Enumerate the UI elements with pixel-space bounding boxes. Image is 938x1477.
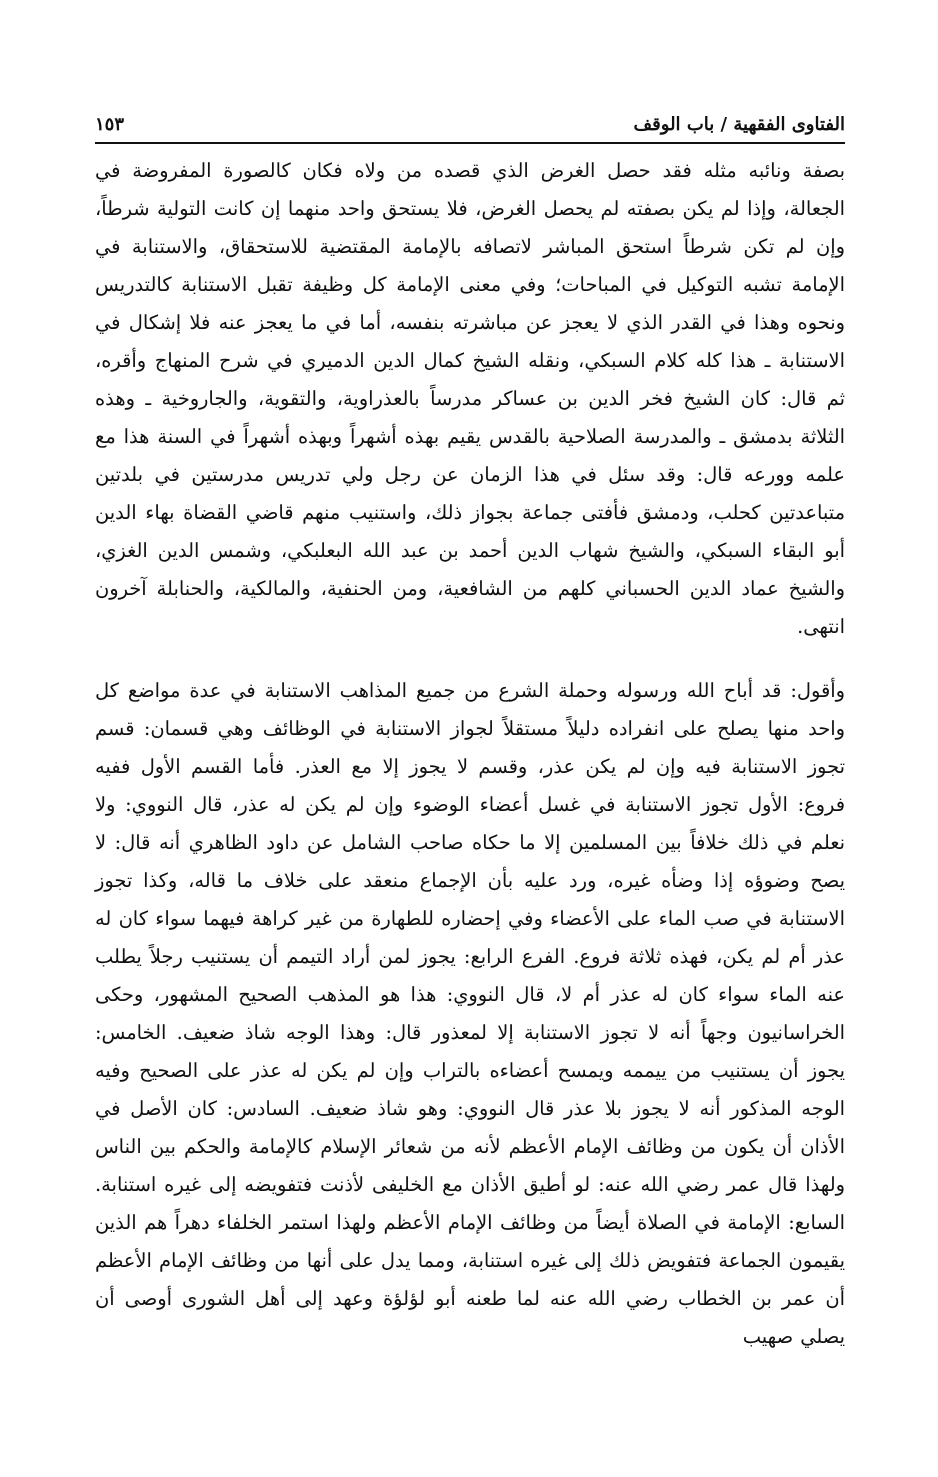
running-header (95, 108, 845, 144)
chapter-title: الفتاوى الفقهية / باب الوقف (633, 114, 845, 135)
book-page (95, 108, 845, 1356)
page-number: ١٥٣ (95, 114, 125, 135)
paragraph: بصفة ونائبه مثله فقد حصل الغرض الذي قصده من ولاه فكان كالصورة المفروضة في الجعالة، وإذا لم يكن بصفته لم يحصل الغرض، فلا يستحق واحد منهما إن كانت التولية شرطاً، وإن لم تكن شرطاً استحق المباشر لاتصافه بالإمامة المقتضية للاستحقاق، والاستنابة في الإمامة تشبه التوكيل في المباحات؛ وفي معنى الإمامة كل وظيفة تقبل الاستنابة كالتدريس ونحوه وهذا في القدر الذي لا يعجز عن مباشرته بنفسه، أما في ما يعجز عنه فلا إشكال في الاستنابة ـ هذا كله كلام السبكي، ونقله الشيخ كمال الدين الدميري في شرح المنهاج وأقره، ثم قال: كان الشيخ فخر الدين بن عساكر مدرساً بالعذراوية، والتقوية، والجاروخية ـ وهذه الثلاثة بدمشق ـ والمدرسة الصلاحية بالقدس يقيم بهذه أشهراً وبهذه أشهراً في السنة هذا مع علمه وورعه قال: وقد سئل في هذا الزمان عن رجل ولي تدريس مدرستين في بلدتين متباعدتين كحلب، ودمشق فأفتى جماعة بجواز ذلك، واستنيب منهم قاضي القضاة بهاء الدين أبو البقاء السبكي، والشيخ شهاب الدين أحمد بن عبد الله البعلبكي، وشمس الدين الغزي، والشيخ عماد الدين الحسباني كلهم من الشافعية، ومن الحنفية، والمالكية، والحنابلة آخرون انتهى. (95, 159, 845, 638)
body-text (95, 152, 845, 1356)
paragraph: وأقول: قد أباح الله ورسوله وحملة الشرع من جميع المذاهب الاستنابة في عدة مواضع كل واحد منها يصلح على انفراده دليلاً مستقلاً لجواز الاستنابة في الوظائف وهي قسمان: قسم تجوز الاستنابة فيه وإن لم يكن عذر، وقسم لا يجوز إلا مع العذر. فأما القسم الأول ففيه فروع: الأول تجوز الاستنابة في غسل أعضاء الوضوء وإن لم يكن له عذر، قال النووي: ولا نعلم في ذلك خلافاً بين المسلمين إلا ما حكاه صاحب الشامل عن داود الظاهري أنه قال: لا يصح وضوؤه إذا وضأه غيره، ورد عليه بأن الإجماع منعقد على خلاف ما قاله، وكذا تجوز الاستنابة في صب الماء على الأعضاء وفي إحضاره للطهارة من غير كراهة فيهما سواء كان له عذر أم لم يكن، فهذه ثلاثة فروع. الفرع الرابع: يجوز لمن أراد التيمم أن يستنيب رجلاً يطلب عنه الماء سواء كان له عذر أم لا، قال النووي: هذا هو المذهب الصحيح المشهور، وحكى الخراسانيون وجهاً أنه لا تجوز الاستنابة إلا لمعذور قال: وهذا الوجه شاذ ضعيف. الخامس: يجوز أن يستنيب من ييممه ويمسح أعضاءه بالتراب وإن لم يكن له عذر على الصحيح وفيه الوجه المذكور أنه لا يجوز بلا عذر قال النووي: وهو شاذ ضعيف. السادس: كان الأصل في الأذان أن يكون من وظائف الإمام الأعظم لأنه من شعائر الإسلام كالإمامة والحكم بين الناس ولهذا قال عمر رضي الله عنه: لو أطيق الأذان مع الخليفى لأذنت فتفويضه إلى غيره استنابة. السابع: الإمامة في الصلاة أيضاً من وظائف الإمام الأعظم ولهذا استمر الخلفاء دهراً هم الذين يقيمون الجماعة فتفويض ذلك إلى غيره استنابة، ومما يدل على أنها من وظائف الإمام الأعظم أن عمر بن الخطاب رضي الله عنه لما طعنه أبو لؤلؤة وعهد إلى أهل الشورى أوصى أن يصلي صهيب (95, 679, 845, 1348)
